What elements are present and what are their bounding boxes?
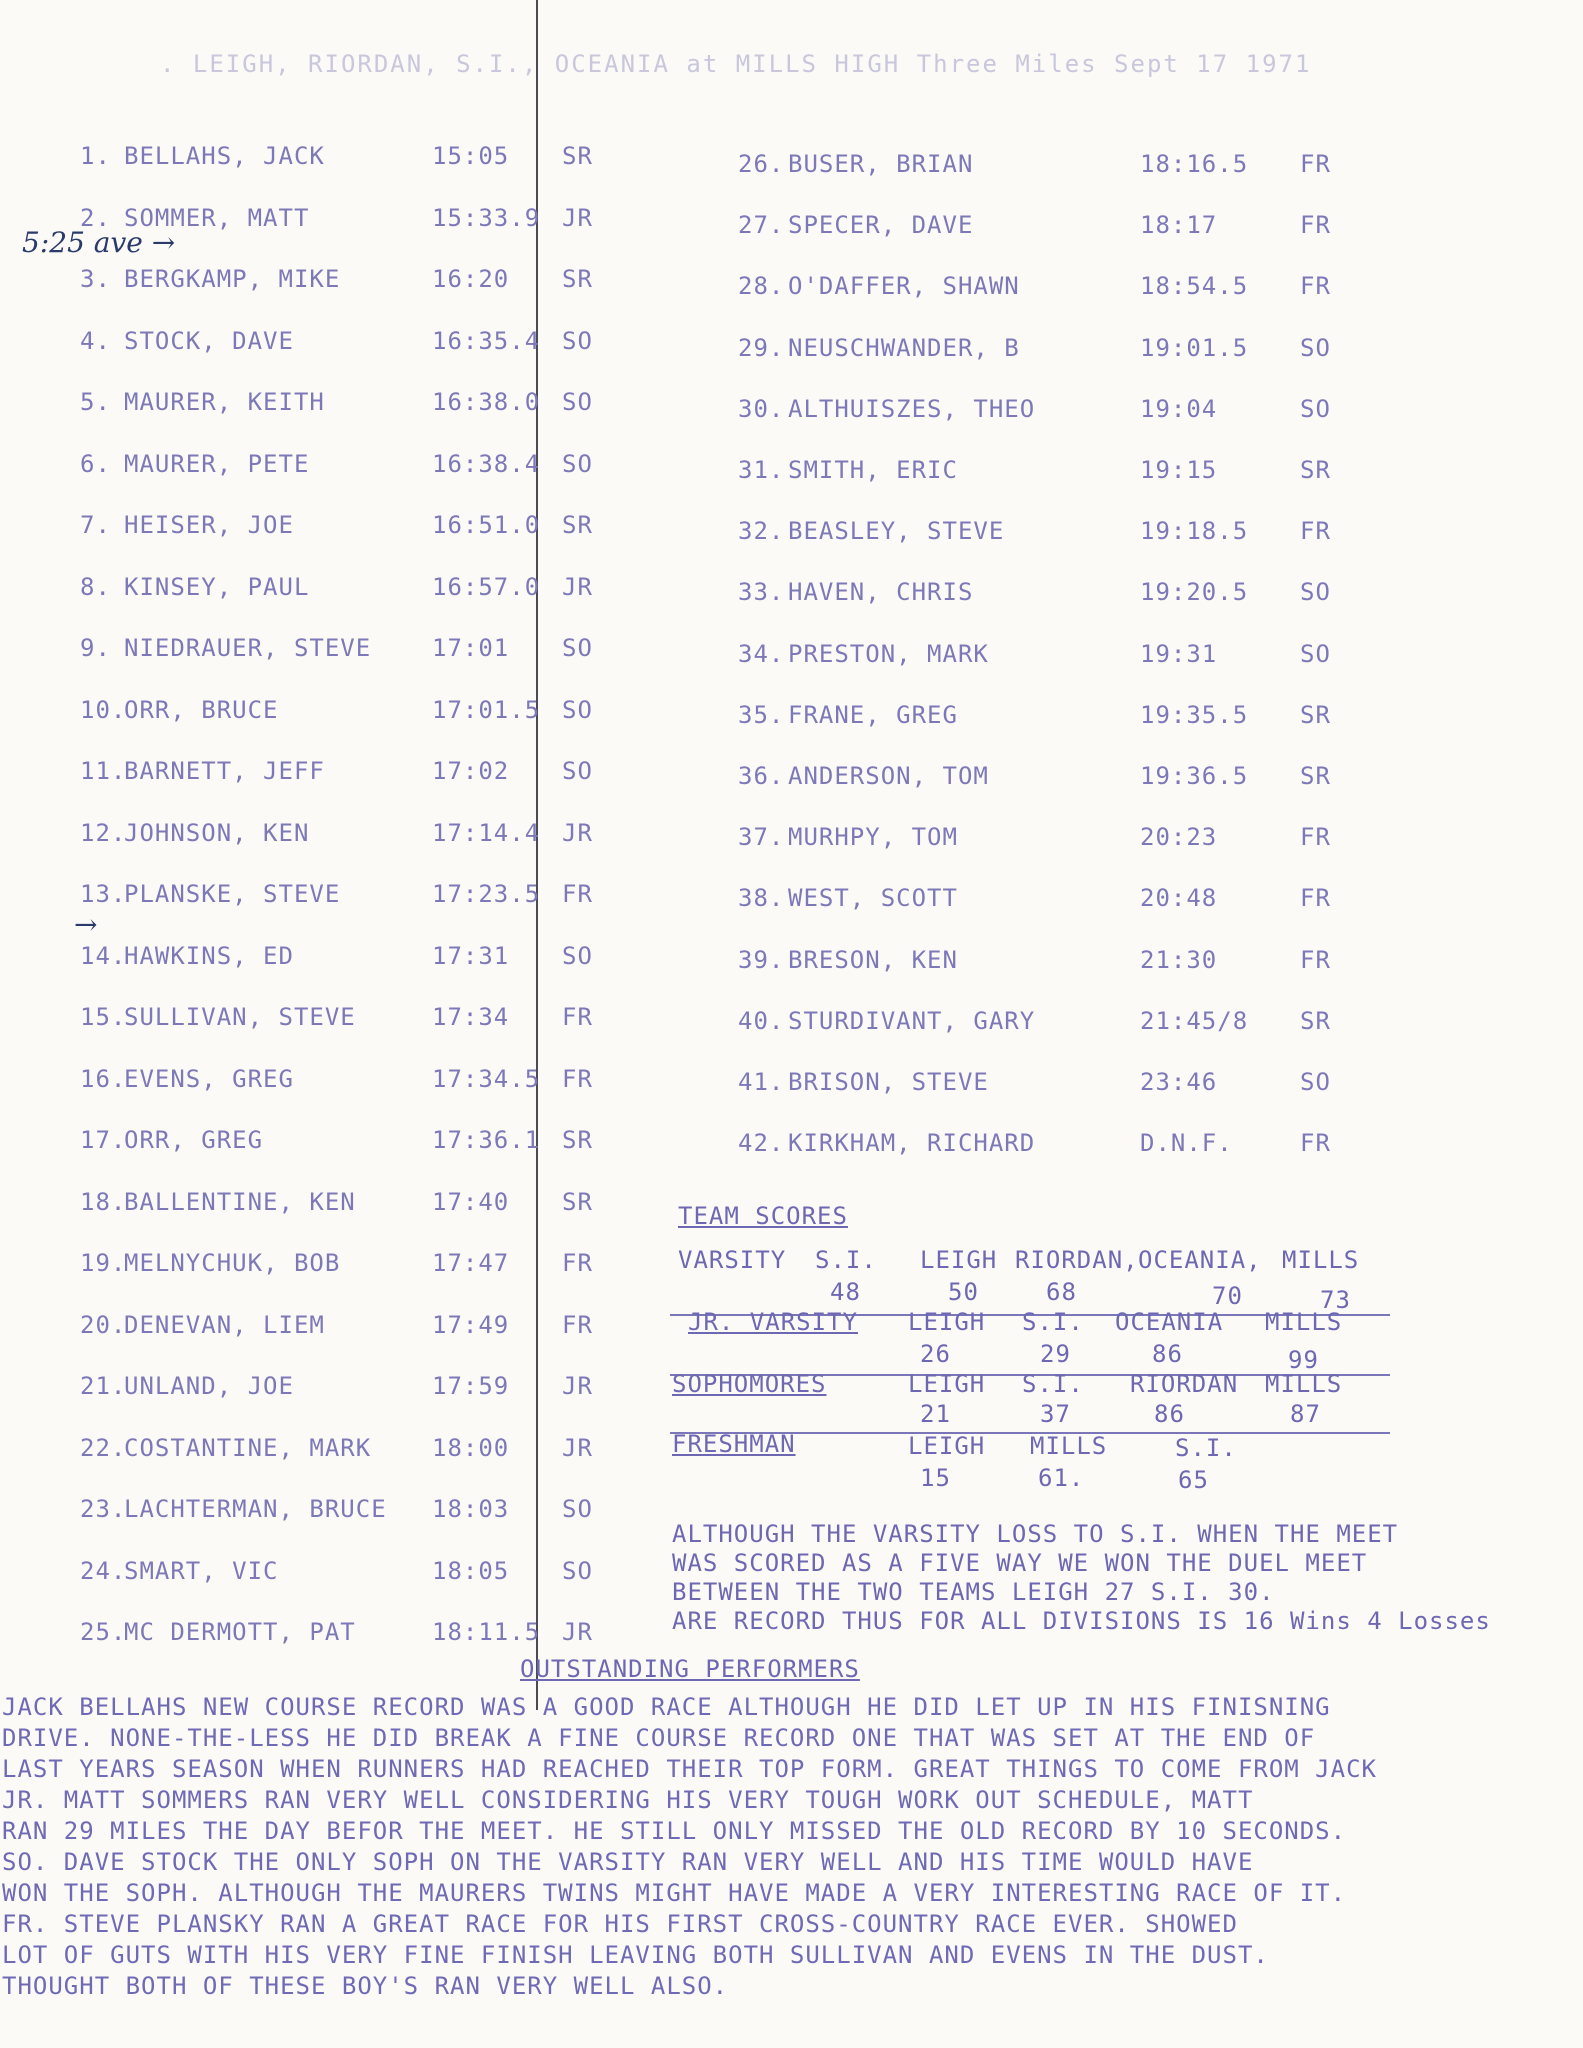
result-place: 42. (738, 1129, 785, 1158)
result-time: 16:38.0 (432, 388, 541, 416)
result-place: 26. (738, 150, 785, 178)
result-time: 16:20 (432, 265, 510, 293)
result-cls: SR (562, 1187, 593, 1216)
result-name: MURHPY, TOM (788, 823, 958, 852)
result-place: 31. (738, 456, 785, 484)
result-time: 18:11.5 (432, 1618, 541, 1646)
result-place: 9. (80, 634, 111, 662)
result-name: MC DERMOTT, PAT (124, 1618, 356, 1646)
frosh-team-1: LEIGH (908, 1432, 986, 1460)
result-name: LACHTERMAN, BRUCE (124, 1495, 387, 1523)
result-cls: SR (1300, 762, 1331, 790)
result-name: KIRKHAM, RICHARD (788, 1129, 1036, 1158)
result-cls: SO (562, 634, 593, 662)
frosh-label: FRESHMAN (672, 1430, 796, 1458)
varsity-team-5: MILLS (1282, 1246, 1360, 1274)
result-time: 18:00 (432, 1433, 510, 1462)
result-cls: SR (562, 1126, 593, 1154)
outstanding-line-10: THOUGHT BOTH OF THESE BOY'S RAN VERY WELL ALSO. (2, 1972, 729, 2000)
result-name: BEASLEY, STEVE (788, 517, 1005, 546)
result-name: JOHNSON, KEN (124, 818, 310, 847)
result-place: 28. (738, 272, 785, 301)
varsity-score-2: 50 (948, 1278, 979, 1306)
result-time: 20:48 (1140, 884, 1218, 913)
result-name: BRESON, KEN (788, 945, 958, 974)
result-cls: FR (1300, 945, 1331, 974)
result-cls: SR (1300, 456, 1331, 484)
result-time: 18:17 (1140, 211, 1218, 240)
result-name: PRESTON, MARK (788, 639, 989, 668)
result-cls: JR (562, 1433, 593, 1462)
result-cls: SO (562, 449, 593, 478)
result-place: 14. (80, 941, 127, 970)
jv-score-2: 29 (1040, 1340, 1071, 1368)
result-place: 27. (738, 211, 785, 240)
soph-team-3: RIORDAN (1130, 1370, 1239, 1398)
outstanding-line-1: JACK BELLAHS NEW COURSE RECORD WAS A GOOD RACE ALTHOUGH HE DID LET UP IN HIS FINISNING (2, 1693, 1331, 1721)
soph-label: SOPHOMORES (672, 1370, 827, 1398)
result-place: 11. (80, 757, 127, 785)
result-place: 21. (80, 1372, 127, 1400)
result-place: 19. (80, 1249, 127, 1277)
soph-team-1: LEIGH (908, 1370, 986, 1398)
soph-score-2: 37 (1040, 1400, 1071, 1428)
result-name: HEISER, JOE (124, 511, 294, 539)
jv-score-4: 99 (1288, 1346, 1319, 1374)
result-time: 19:15 (1140, 456, 1218, 484)
result-name: NEUSCHWANDER, B (788, 333, 1020, 362)
result-time: 17:47 (432, 1249, 510, 1277)
result-time: 17:34 (432, 1003, 510, 1031)
result-name: EVENS, GREG (124, 1064, 294, 1093)
result-place: 16. (80, 1064, 127, 1093)
result-place: 8. (80, 572, 111, 601)
result-place: 17. (80, 1126, 127, 1154)
result-place: 40. (738, 1006, 785, 1035)
result-name: HAWKINS, ED (124, 941, 294, 970)
result-cls: FR (1300, 517, 1331, 546)
result-cls: SO (562, 1495, 593, 1523)
meet-heading: . LEIGH, RIORDAN, S.I., OCEANIA at MILLS HIGH Three Miles Sept 17 1971 (160, 50, 1312, 78)
result-time: 18:54.5 (1140, 272, 1249, 301)
result-name: SULLIVAN, STEVE (124, 1003, 356, 1031)
result-place: 12. (80, 818, 127, 847)
summary-line-2: WAS SCORED AS A FIVE WAY WE WON THE DUEL MEET (672, 1549, 1368, 1577)
result-place: 4. (80, 326, 111, 355)
frosh-score-3: 65 (1178, 1466, 1209, 1494)
outstanding-line-2: DRIVE. NONE-THE-LESS HE DID BREAK A FINE COURSE RECORD ONE THAT WAS SET AT THE END OF (2, 1724, 1316, 1752)
result-place: 15. (80, 1003, 127, 1031)
result-place: 32. (738, 517, 785, 546)
varsity-team-2: LEIGH (920, 1246, 998, 1274)
result-time: 19:18.5 (1140, 517, 1249, 546)
result-time: 17:02 (432, 757, 510, 785)
soph-score-4: 87 (1290, 1400, 1321, 1428)
result-cls: SR (562, 265, 593, 293)
result-cls: SO (562, 757, 593, 785)
result-cls: JR (562, 818, 593, 847)
result-time: D.N.F. (1140, 1129, 1233, 1158)
result-name: ANDERSON, TOM (788, 762, 989, 790)
result-place: 3. (80, 265, 111, 293)
result-time: 17:01.5 (432, 695, 541, 724)
result-place: 2. (80, 203, 111, 232)
result-time: 19:20.5 (1140, 578, 1249, 607)
result-place: 18. (80, 1187, 127, 1216)
jv-team-3: OCEANIA (1115, 1308, 1224, 1336)
result-time: 17:40 (432, 1187, 510, 1216)
result-name: O'DAFFER, SHAWN (788, 272, 1020, 301)
result-cls: SO (1300, 1068, 1331, 1096)
result-cls: FR (562, 880, 593, 908)
result-place: 30. (738, 394, 785, 423)
result-name: SMITH, ERIC (788, 456, 958, 484)
result-time: 16:57.0 (432, 572, 541, 601)
result-cls: JR (562, 1618, 593, 1646)
soph-team-4: MILLS (1265, 1370, 1343, 1398)
result-time: 17:49 (432, 1310, 510, 1339)
result-name: BERGKAMP, MIKE (124, 265, 341, 293)
result-time: 17:31 (432, 941, 510, 970)
result-name: BARNETT, JEFF (124, 757, 325, 785)
result-place: 34. (738, 639, 785, 668)
result-time: 23:46 (1140, 1068, 1218, 1096)
result-time: 16:38.4 (432, 449, 541, 478)
jv-team-2: S.I. (1022, 1308, 1084, 1336)
outstanding-line-9: LOT OF GUTS WITH HIS VERY FINE FINISH LEAVING BOTH SULLIVAN AND EVENS IN THE DUST. (2, 1941, 1269, 1969)
result-name: FRANE, GREG (788, 700, 958, 729)
result-place: 7. (80, 511, 111, 539)
result-place: 37. (738, 823, 785, 852)
result-place: 38. (738, 884, 785, 913)
result-cls: SO (562, 388, 593, 416)
result-cls: SO (1300, 394, 1331, 423)
result-time: 18:05 (432, 1556, 510, 1585)
result-time: 15:05 (432, 142, 510, 170)
result-name: MELNYCHUK, BOB (124, 1249, 341, 1277)
result-place: 10. (80, 695, 127, 724)
result-place: 33. (738, 578, 785, 607)
result-cls: SR (1300, 700, 1331, 729)
result-cls: JR (562, 203, 593, 232)
result-name: KINSEY, PAUL (124, 572, 310, 601)
result-cls: FR (562, 1310, 593, 1339)
result-cls: SO (1300, 639, 1331, 668)
soph-score-1: 21 (920, 1400, 951, 1428)
varsity-score-4: 70 (1212, 1282, 1243, 1310)
result-name: ORR, GREG (124, 1126, 264, 1154)
result-time: 16:35.4 (432, 326, 541, 355)
result-name: NIEDRAUER, STEVE (124, 634, 372, 662)
result-cls: SO (1300, 578, 1331, 607)
summary-line-4: ARE RECORD THUS FOR ALL DIVISIONS IS 16 Wins 4 Losses (672, 1607, 1491, 1635)
result-place: 22. (80, 1433, 127, 1462)
result-cls: FR (562, 1003, 593, 1031)
result-time: 16:51.0 (432, 511, 541, 539)
result-time: 18:03 (432, 1495, 510, 1523)
frosh-score-1: 15 (920, 1464, 951, 1492)
result-place: 25. (80, 1618, 127, 1646)
jv-team-1: LEIGH (908, 1308, 986, 1336)
result-place: 6. (80, 449, 111, 478)
result-cls: FR (1300, 150, 1331, 178)
soph-score-3: 86 (1154, 1400, 1185, 1428)
result-name: BRISON, STEVE (788, 1068, 989, 1096)
result-name: SMART, VIC (124, 1556, 279, 1585)
result-cls: FR (1300, 884, 1331, 913)
result-name: MAURER, KEITH (124, 388, 325, 416)
result-time: 19:35.5 (1140, 700, 1249, 729)
result-cls: FR (1300, 1129, 1331, 1158)
varsity-team-1: S.I. (815, 1246, 877, 1274)
result-time: 18:16.5 (1140, 150, 1249, 178)
result-name: DENEVAN, LIEM (124, 1310, 325, 1339)
jv-score-3: 86 (1152, 1340, 1183, 1368)
result-name: STURDIVANT, GARY (788, 1006, 1036, 1035)
result-time: 21:30 (1140, 945, 1218, 974)
result-name: BALLENTINE, KEN (124, 1187, 356, 1216)
outstanding-line-4: JR. MATT SOMMERS RAN VERY WELL CONSIDERING HIS VERY TOUGH WORK OUT SCHEDULE, MATT (2, 1786, 1254, 1814)
result-name: MAURER, PETE (124, 449, 310, 478)
result-name: ORR, BRUCE (124, 695, 279, 724)
result-time: 21:45/8 (1140, 1006, 1249, 1035)
result-cls: SR (1300, 1006, 1331, 1035)
result-place: 5. (80, 388, 111, 416)
result-name: PLANSKE, STEVE (124, 880, 341, 908)
result-name: COSTANTINE, MARK (124, 1433, 372, 1462)
outstanding-line-5: RAN 29 MILES THE DAY BEFOR THE MEET. HE STILL ONLY MISSED THE OLD RECORD BY 10 SECONDS. (2, 1817, 1347, 1845)
result-time: 19:04 (1140, 394, 1218, 423)
handwritten-arrow: → (74, 908, 98, 941)
result-place: 24. (80, 1556, 127, 1585)
result-name: SPECER, DAVE (788, 211, 974, 240)
varsity-score-5: 73 (1320, 1286, 1351, 1314)
frosh-score-2: 61. (1038, 1464, 1085, 1492)
result-cls: SO (1300, 333, 1331, 362)
result-time: 19:31 (1140, 639, 1218, 668)
result-time: 17:36.1 (432, 1126, 541, 1154)
result-name: BUSER, BRIAN (788, 150, 974, 178)
result-cls: FR (1300, 211, 1331, 240)
result-name: WEST, SCOTT (788, 884, 958, 913)
result-cls: JR (562, 1372, 593, 1400)
result-time: 17:01 (432, 634, 510, 662)
frosh-team-2: MILLS (1030, 1432, 1108, 1460)
soph-team-2: S.I. (1022, 1370, 1084, 1398)
varsity-score-1: 48 (830, 1278, 861, 1306)
result-time: 17:23.5 (432, 880, 541, 908)
result-name: STOCK, DAVE (124, 326, 294, 355)
result-name: ALTHUISZES, THEO (788, 394, 1036, 423)
result-place: 29. (738, 333, 785, 362)
jv-team-4: MILLS (1265, 1308, 1343, 1336)
result-name: HAVEN, CHRIS (788, 578, 974, 607)
result-place: 20. (80, 1310, 127, 1339)
varsity-team-3: RIORDAN, (1015, 1246, 1139, 1274)
result-place: 13. (80, 880, 127, 908)
team-scores-title: TEAM SCORES (678, 1202, 848, 1230)
result-place: 1. (80, 142, 111, 170)
outstanding-line-3: LAST YEARS SEASON WHEN RUNNERS HAD REACHED THEIR TOP FORM. GREAT THINGS TO COME FROM JACK (2, 1755, 1377, 1783)
varsity-team-4: OCEANIA, (1138, 1246, 1262, 1274)
result-time: 17:34.5 (432, 1064, 541, 1093)
result-place: 39. (738, 945, 785, 974)
outstanding-title: OUTSTANDING PERFORMERS (520, 1655, 860, 1683)
result-cls: FR (1300, 823, 1331, 852)
result-time: 15:33.9 (432, 203, 541, 232)
result-name: BELLAHS, JACK (124, 142, 325, 170)
result-place: 23. (80, 1495, 127, 1523)
outstanding-line-7: WON THE SOPH. ALTHOUGH THE MAURERS TWINS MIGHT HAVE MADE A VERY INTERESTING RACE OF IT. (2, 1879, 1347, 1907)
page-fold-line (536, 0, 538, 1710)
result-time: 19:36.5 (1140, 762, 1249, 790)
summary-note (672, 1520, 1552, 1636)
result-cls: SR (562, 511, 593, 539)
result-place: 41. (738, 1068, 785, 1096)
result-cls: FR (562, 1064, 593, 1093)
result-place: 35. (738, 700, 785, 729)
varsity-score-3: 68 (1046, 1278, 1077, 1306)
summary-line-1: ALTHOUGH THE VARSITY LOSS TO S.I. WHEN THE MEET (672, 1520, 1399, 1548)
result-name: UNLAND, JOE (124, 1372, 294, 1400)
outstanding-line-6: SO. DAVE STOCK THE ONLY SOPH ON THE VARSITY RAN VERY WELL AND HIS TIME WOULD HAVE (2, 1848, 1254, 1876)
result-cls: JR (562, 572, 593, 601)
result-cls: SO (562, 695, 593, 724)
result-time: 17:14.4 (432, 818, 541, 847)
result-time: 19:01.5 (1140, 333, 1249, 362)
result-cls: SO (562, 941, 593, 970)
result-cls: FR (562, 1249, 593, 1277)
result-cls: FR (1300, 272, 1331, 301)
jv-label: JR. VARSITY (688, 1308, 858, 1336)
result-name: SOMMER, MATT (124, 203, 310, 232)
jv-score-1: 26 (920, 1340, 951, 1368)
result-time: 17:59 (432, 1372, 510, 1400)
varsity-label: VARSITY (678, 1246, 787, 1274)
result-cls: SR (562, 142, 593, 170)
outstanding-line-8: FR. STEVE PLANSKY RAN A GREAT RACE FOR HIS FIRST CROSS-COUNTRY RACE EVER. SHOWED (2, 1910, 1238, 1938)
frosh-team-3: S.I. (1175, 1434, 1237, 1462)
result-cls: SO (562, 326, 593, 355)
result-place: 36. (738, 762, 785, 790)
result-cls: SO (562, 1556, 593, 1585)
handwritten-pace-note: 5:25 ave → (22, 226, 176, 259)
result-time: 20:23 (1140, 823, 1218, 852)
summary-line-3: BETWEEN THE TWO TEAMS LEIGH 27 S.I. 30. (672, 1578, 1275, 1606)
